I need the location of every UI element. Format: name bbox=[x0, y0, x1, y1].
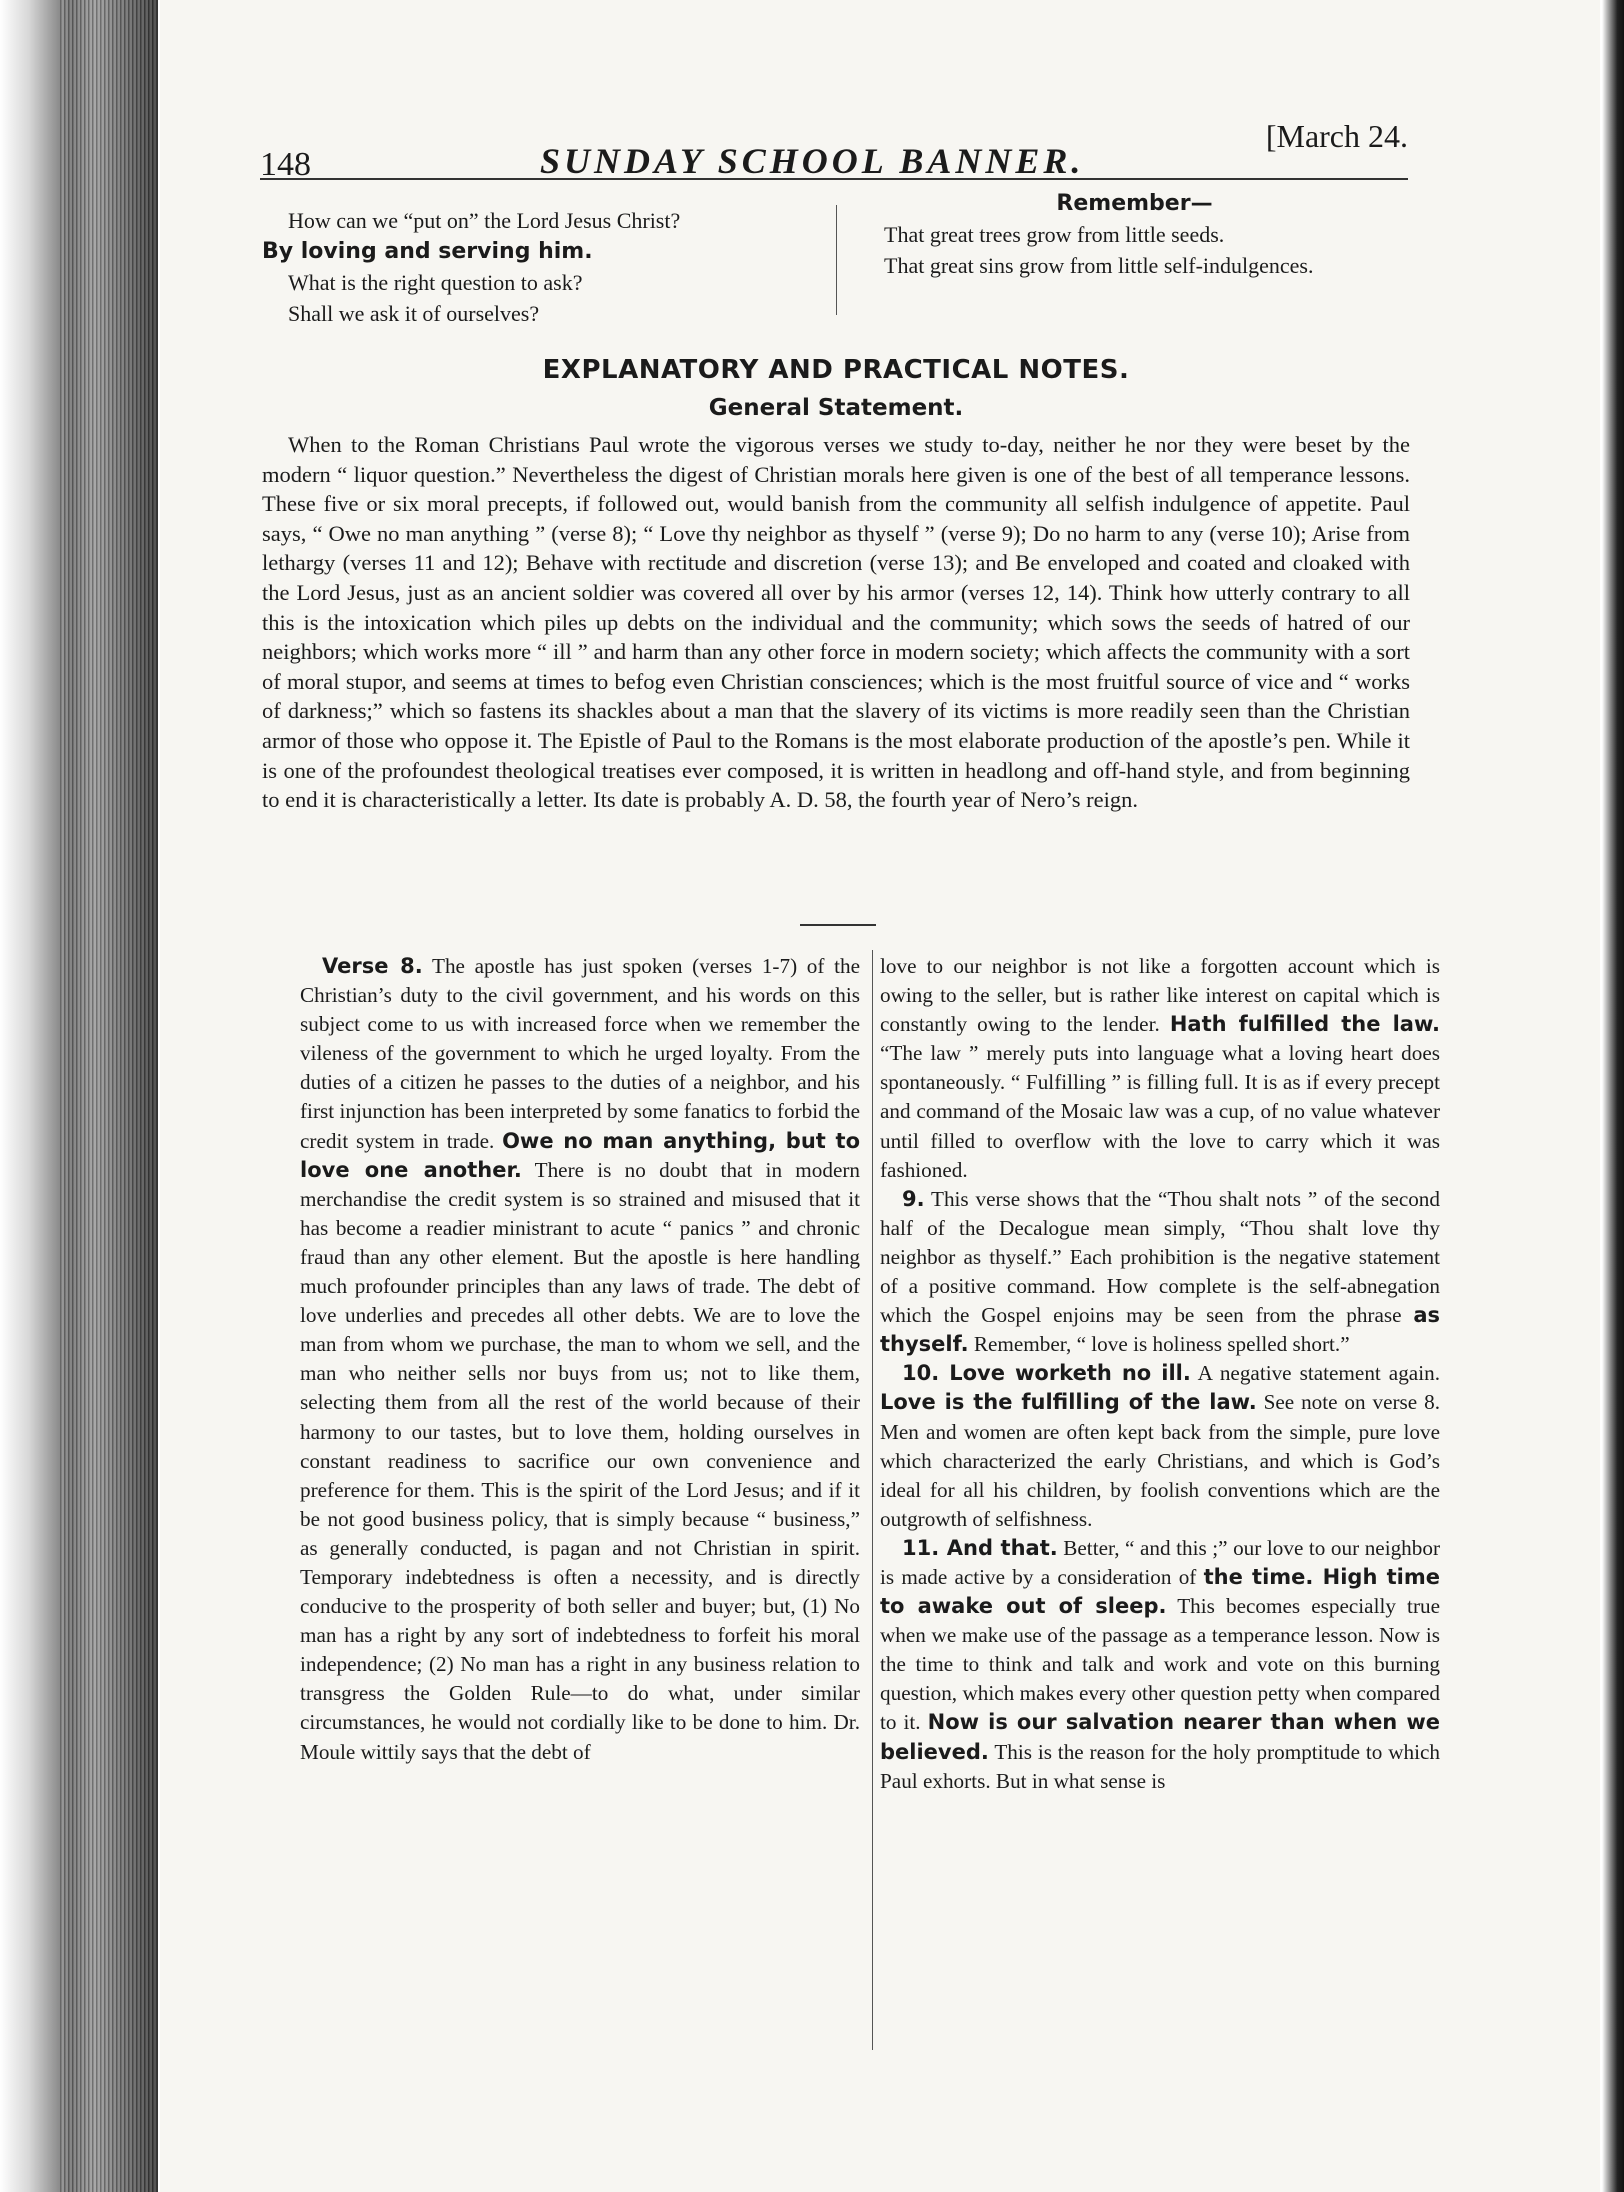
verse-11-paragraph bbox=[880, 1534, 1440, 1796]
issue-date: [March 24. bbox=[1265, 118, 1408, 154]
general-statement bbox=[262, 430, 1410, 815]
catechism-block bbox=[262, 205, 837, 329]
question-2: What is the right question to ask? bbox=[288, 270, 583, 295]
verse-10-text-2: See note on verse 8. Men and women are often kept back from the simple, pure love which characterized the early Christians, and which is God’s ideal for all his children, by foolish conventions which are the outgrowth of selfishness. bbox=[880, 1390, 1440, 1531]
remember-line-1: That great trees grow from little seeds. bbox=[884, 222, 1225, 247]
page-header bbox=[260, 118, 1408, 183]
verse-11-label: 11. And that. bbox=[902, 1535, 1058, 1560]
running-title: SUNDAY SCHOOL BANNER. bbox=[540, 141, 1085, 181]
remember-line-2: That great sins grow from little self-indulgences. bbox=[884, 253, 1314, 278]
verse-9-label: 9. bbox=[902, 1186, 925, 1211]
verse-8-text-2: There is no doubt that in modern merchandise the credit system is so strained and misused that it has become a readier ministrant to acute “ panics ” and chronic fraud than any other element. But the apostle is here handling much profounder principles than any laws of trade. The debt of love underlies and precedes all other debts. We are to love the man from whom we purchase, the man to whom we sell, and the man who neither sells nor buys from us; not to like them, selecting them from all the rest of the world because of their harmony to our tastes, but to love them, holding ourselves in constant readiness to sacrifice our own convenience and preference for them. This is the spirit of the Lord Jesus; and if it be not good business policy, that is simply because “ business,” as generally conducted, is pagan and not Christian in spirit. Temporary indebtedness is often a necessity, and is directly conducive to the prosperity of both seller and buyer; but, (1) No man has a right by any sort of indebtedness to forfeit his moral independence; (2) No man has a right in any business relation to transgress the Golden Rule—to do what, under similar circumstances, he would not cordially like to be done to him. Dr. Moule wittily says that the debt of bbox=[300, 1157, 860, 1764]
question-3: Shall we ask it of ourselves? bbox=[288, 301, 540, 326]
verse-8-paragraph bbox=[300, 952, 860, 1767]
remember-block bbox=[862, 188, 1407, 281]
verse-10-text-1: A negative statement again. bbox=[1190, 1361, 1440, 1386]
continuation-emphasis: Hath fulfilled the law. bbox=[1169, 1012, 1440, 1037]
verse-11-emphasis-2: Now is our salvation nearer than when we believed. bbox=[880, 1710, 1440, 1764]
verse-11-text-1: Better, “ and this ;” our love to our neighbor is made active by a consideration of bbox=[880, 1535, 1441, 1589]
right-column bbox=[880, 952, 1440, 1796]
verse-9-text-2: Remember, “ love is holiness spelled short.” bbox=[968, 1332, 1350, 1357]
continuation-text-1: love to our neighbor is not like a forgotten account which is owing to the seller, but is rather like interest on capital which is constantly owing to the lender. bbox=[880, 954, 1440, 1037]
verse-9-paragraph bbox=[880, 1185, 1440, 1360]
verse-10-emphasis: Love is the fulfilling of the law. bbox=[880, 1390, 1257, 1415]
book-right-edge bbox=[1602, 0, 1624, 2192]
verse-11-emphasis-1: the time. High time to awake out of sleep. bbox=[880, 1564, 1440, 1619]
notes-title: EXPLANATORY AND PRACTICAL NOTES. bbox=[542, 355, 1130, 385]
answer-1: By loving and serving him. bbox=[262, 239, 593, 264]
verse-8-continuation bbox=[880, 952, 1440, 1185]
notes-subtitle: General Statement. bbox=[708, 395, 964, 421]
book-page-edge bbox=[0, 0, 158, 2192]
remember-heading: Remember— bbox=[1056, 191, 1213, 216]
verse-11-text-2: This becomes especially true when we make use of the passage as a temperance lesson. Now is the time to think and talk and work and vote on this burning question, which makes every other question petty when compared to it. bbox=[880, 1594, 1440, 1735]
column-divider bbox=[872, 950, 873, 2050]
verse-8-emphasis: Owe no man anything, but to love one another. bbox=[300, 1128, 861, 1182]
verse-9-emphasis: as thyself. bbox=[880, 1303, 1440, 1357]
left-column bbox=[300, 952, 860, 1767]
page-number: 148 bbox=[260, 146, 311, 183]
verse-11-text-3: This is the reason for the holy promptitude to which Paul exhorts. But in what sense is bbox=[880, 1739, 1440, 1793]
continuation-text-2: “The law ” merely puts into language what a loving heart does spontaneously. “ Fulfilling ” is filling full. It is as if every precept and command of the Mosaic law was a cup, of no value whatever until filled to overflow with the love to carry which it was fashioned. bbox=[880, 1041, 1440, 1182]
section-rule bbox=[800, 924, 876, 926]
verse-10-paragraph bbox=[880, 1359, 1440, 1534]
column-divider-top bbox=[836, 205, 837, 315]
question-1: How can we “put on” the Lord Jesus Christ? bbox=[288, 208, 681, 233]
verse-8-label: Verse 8. bbox=[322, 954, 423, 978]
verse-10-label: 10. Love worketh no ill. bbox=[902, 1361, 1191, 1386]
verse-8-text-1: The apostle has just spoken (verses 1-7) of the Christian’s duty to the civil government, and his words on this subject come to us with increased force when we remember the vileness of the government to which he urged loyalty. From the duties of a citizen he passes to the duties of a neighbor, and his first injunction has been interpreted by some fanatics to forbid the credit system in trade. bbox=[300, 954, 860, 1153]
general-statement-text: When to the Roman Christians Paul wrote the vigorous verses we study to-day, neither he nor they were beset by the modern “ liquor question.” Nevertheless the digest of Christian morals here given is one of the best of all temperance lessons. These five or six moral precepts, if followed out, would banish from the community all selfish indulgence of appetite. Paul says, “ Owe no man anything ” (verse 8); “ Love thy neighbor as thyself ” (verse 9); Do no harm to any (verse 10); Arise from lethargy (verses 11 and 12); Behave with rectitude and discretion (verse 13); and Be enveloped and coated and cloaked with the Lord Jesus, just as an ancient soldier was covered all over by his armor (verses 12, 14). Think how utterly contrary to all this is the intoxication which piles up debts on the individual and the community; which sows the seeds of hatred of our neighbors; which works more “ ill ” and harm than any other force in modern society; which affects the community with a sort of moral stupor, and seems at times to befog even Christian consciences; which is the most fruitful source of vice and “ works of darkness;” which so fastens its shackles about a man that the slavery of its victims is more readily seen than the Christian armor of those who oppose it. The Epistle of Paul to the Romans is the most elaborate production of the apostle’s pen. While it is one of the profoundest theological treatises ever composed, it is written in headlong and off-hand style, and from beginning to end it is characteristically a letter. Its date is probably A. D. 58, the fourth year of Nero’s reign. bbox=[262, 432, 1410, 813]
verse-9-text-1: This verse shows that the “Thou shalt nots ” of the second half of the Decalogue mean simply, “Thou shalt love thy neighbor as thyself.” Each prohibition is the negative statement of a positive command. How complete is the self-abnegation which the Gospel enjoins may be seen from the phrase bbox=[880, 1186, 1440, 1328]
